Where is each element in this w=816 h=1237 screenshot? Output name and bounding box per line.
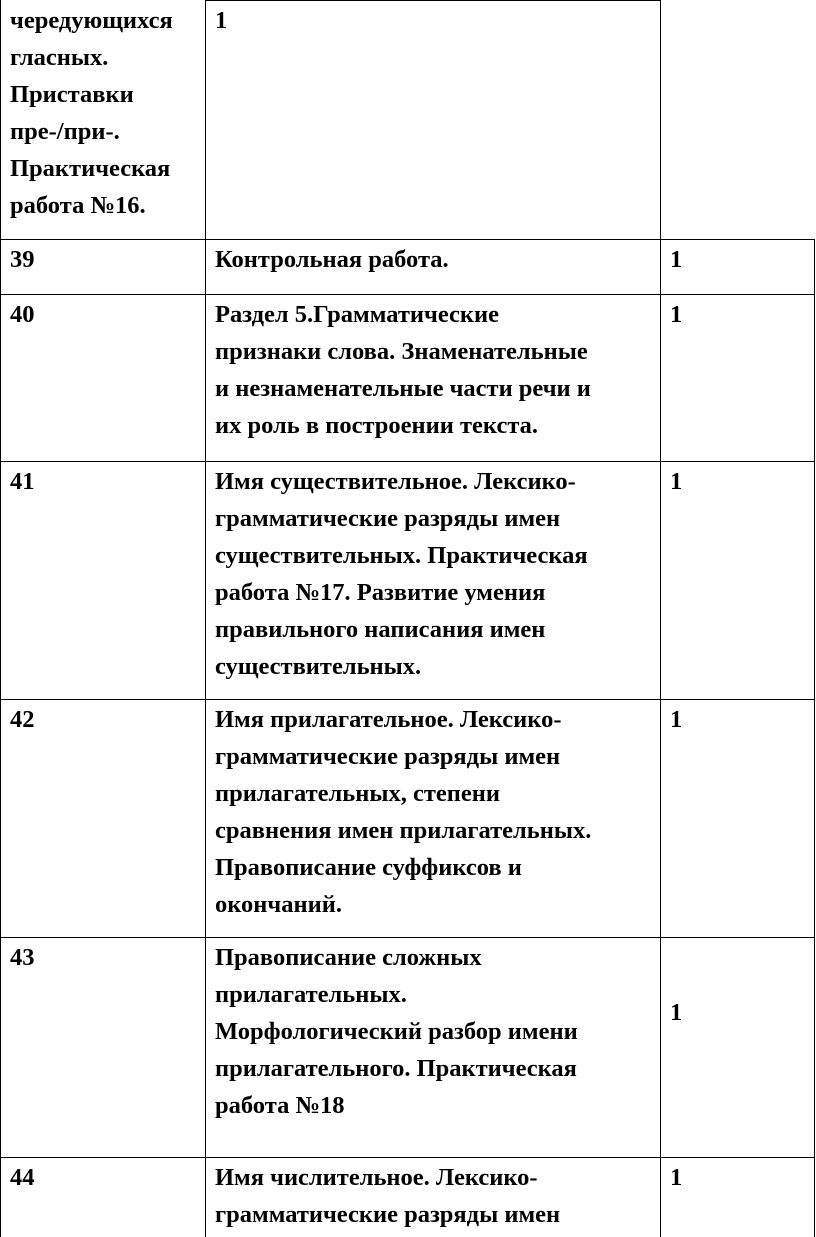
table-border-col3	[660, 0, 661, 1237]
topic-cell: Раздел 5.Грамматические признаки слова. Знаменательные и незнаменательные части речи и их роль в построении текста.	[215, 301, 591, 439]
hours-cell: 1	[670, 301, 683, 328]
table-border-col2	[205, 0, 206, 1237]
table-border-top	[205, 0, 661, 1]
topic-cell: Имя числительное. Лексико- грамматические разряды имен	[215, 1164, 561, 1228]
row-divider	[0, 1157, 815, 1158]
hours-cell: 1	[215, 7, 228, 34]
table-border-left	[0, 0, 1, 1237]
hours-cell: 1	[670, 1164, 683, 1191]
topic-cell: чередующихся гласных. Приставки пре-/при-. Практическая работа №16.	[10, 7, 173, 219]
hours-cell: 1	[670, 468, 683, 495]
table-border-right	[814, 239, 815, 1237]
lesson-number-cell: 41	[10, 468, 35, 495]
topic-cell: Правописание сложных прилагательных. Морфологический разбор имени прилагательного. Практическая работа №18	[215, 944, 578, 1119]
row-divider	[0, 937, 815, 938]
topic-cell: Имя существительное. Лексико- грамматические разряды имен существительных. Практическая работа №17. Развитие умения правильного написания имен существительных.	[215, 468, 588, 680]
hours-cell: 1	[670, 246, 683, 273]
lesson-number-cell: 43	[10, 944, 35, 971]
row-divider	[0, 294, 815, 295]
row-divider	[0, 699, 815, 700]
lesson-number-cell: 44	[10, 1164, 35, 1191]
lesson-number-cell: 42	[10, 706, 35, 733]
hours-cell: 1	[670, 706, 683, 733]
lesson-number-cell: 39	[10, 246, 35, 273]
hours-cell: 1	[670, 999, 683, 1026]
lesson-number-cell: 40	[10, 301, 35, 328]
row-divider	[0, 461, 815, 462]
topic-cell: Контрольная работа.	[215, 246, 449, 273]
topic-cell: Имя прилагательное. Лексико- грамматические разряды имен прилагательных, степени сравнения имен прилагательных. Правописание суффиксов и окончаний.	[215, 706, 592, 918]
row-divider	[0, 239, 815, 240]
